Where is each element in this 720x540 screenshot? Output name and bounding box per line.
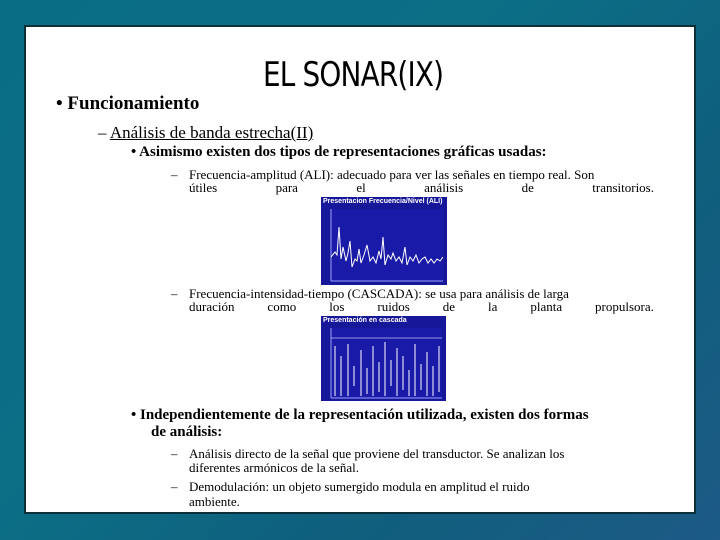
ali-word: de [521, 180, 534, 195]
ali-spectrum-graphic [321, 197, 447, 285]
slide [24, 25, 696, 514]
ali-word: análisis [424, 180, 464, 195]
cascada-line1: Frecuencia-intensidad-tiempo (CASCADA): se usa para análisis de larga [189, 286, 569, 301]
cascada-word: ruidos [377, 299, 410, 314]
ali-word: para [275, 180, 298, 195]
ali-word: útiles [189, 180, 218, 195]
analysis-2-dash: – [171, 479, 178, 494]
analysis-1-dash: – [171, 446, 178, 461]
analysis-2-line2: ambiente. [189, 494, 240, 509]
cascada-waterfall-graphic [321, 316, 446, 401]
cascada-line2 [189, 299, 654, 315]
subheading-text: Análisis de banda estrecha(II) [109, 123, 314, 142]
subheading-dash: – [98, 123, 107, 142]
ali-chart-label: Presentacion Frecuencia/Nivel (ALI) [323, 198, 443, 205]
cascada-word: de [442, 299, 456, 314]
analysis-1-line1: Análisis directo de la señal que proviene del transductor. Se analizan los [189, 446, 565, 461]
ali-word: transitorios. [592, 180, 654, 195]
analysis-1-line2: diferentes armónicos de la señal. [189, 460, 360, 475]
ali-chart-image [321, 197, 447, 285]
cascada-word: como [267, 299, 297, 314]
ali-line1: Frecuencia-amplitud (ALI): adecuado para ver las señales en tiempo real. Son [189, 167, 595, 182]
analysis-2-line1: Demodulación: un objeto sumergido modula en amplitud el ruido [189, 479, 530, 494]
cascada-word: duración [189, 299, 235, 314]
cascada-word: los [329, 299, 345, 314]
cascada-dash: – [171, 286, 178, 301]
subheading [98, 123, 313, 143]
bullet-funcionamiento: • Funcionamiento [56, 93, 200, 114]
cascada-word: planta [530, 299, 563, 314]
cascada-word: propulsora. [595, 299, 654, 314]
ali-dash: – [171, 167, 178, 182]
bullet-analysis-forms-line2: de análisis: [151, 424, 223, 440]
bullet-analysis-forms-line1: • Independientemente de la representación utilizada, existen dos formas [131, 407, 589, 423]
cascada-chart-image [321, 316, 446, 401]
ali-word: el [356, 180, 366, 195]
slide-title: EL SONAR(IX) [263, 55, 444, 95]
cascada-chart-label: Presentación en cascada [323, 317, 407, 324]
bullet-representation-types: • Asimismo existen dos tipos de representaciones gráficas usadas: [131, 144, 547, 160]
ali-line2 [189, 180, 654, 196]
cascada-word: la [488, 299, 498, 314]
